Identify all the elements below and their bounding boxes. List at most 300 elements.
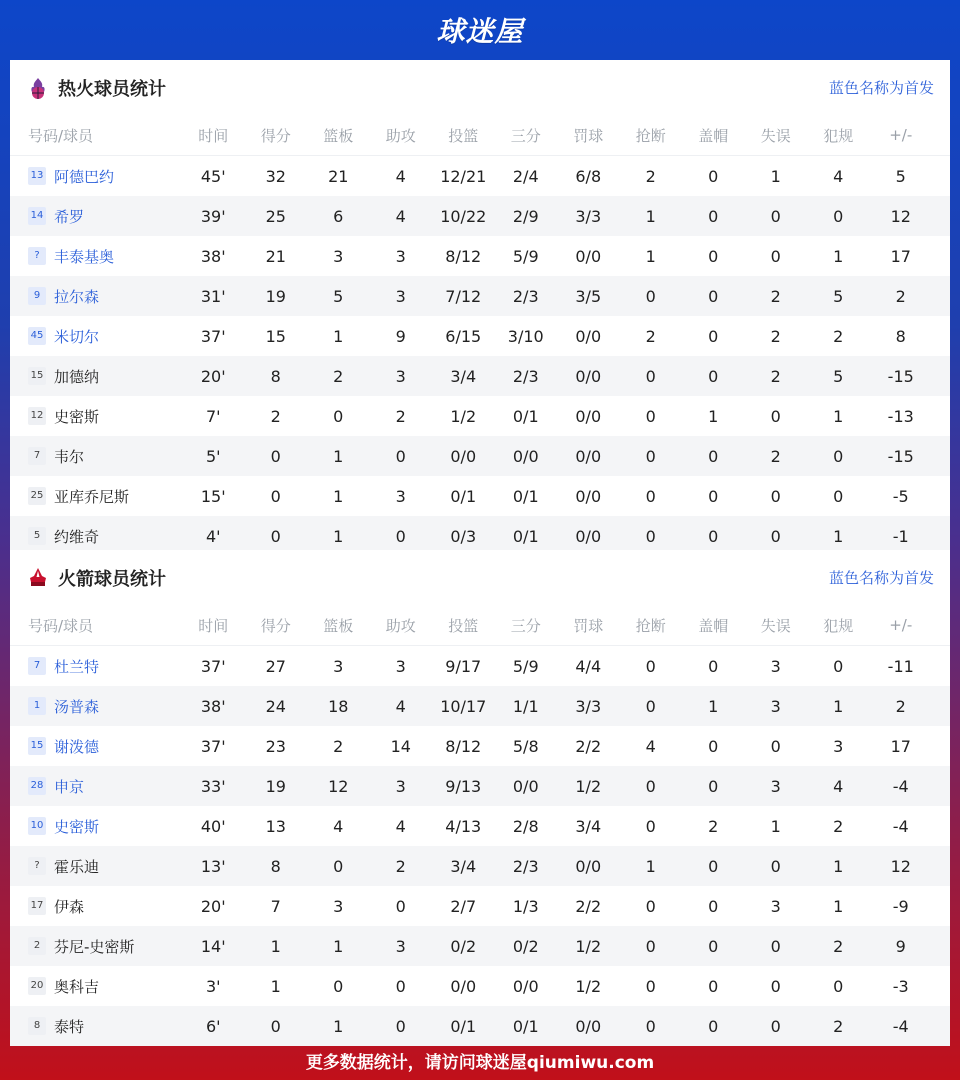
- stat-cell: 0/0: [575, 326, 602, 346]
- jersey-number: 15: [28, 737, 46, 755]
- player-row[interactable]: [10, 926, 950, 966]
- stat-cell: 5: [833, 366, 844, 386]
- stat-cell: 2/8: [512, 816, 539, 836]
- stat-cell: 31': [200, 286, 226, 306]
- stat-cell: 45': [200, 166, 226, 186]
- rockets-logo-icon: [26, 566, 50, 590]
- stat-cell: 4: [395, 166, 406, 186]
- starter-legend: 蓝色名称为首发: [828, 569, 934, 587]
- stat-cell: 0: [708, 656, 719, 676]
- stat-cell: 14': [200, 936, 226, 956]
- stat-cell: 1: [833, 526, 844, 546]
- stat-cell: 0/0: [575, 366, 602, 386]
- column-header: +/-: [889, 616, 913, 634]
- stat-cell: 39': [200, 206, 226, 226]
- player-row[interactable]: [10, 436, 950, 476]
- player-name[interactable]: 史密斯: [54, 817, 100, 836]
- stat-cell: 5: [333, 286, 344, 306]
- stat-cell: -5: [892, 486, 909, 506]
- stat-cell: 27: [265, 656, 286, 676]
- stat-cell: 0: [770, 246, 781, 266]
- player-name[interactable]: 杜兰特: [54, 657, 100, 676]
- jersey-number: 28: [28, 777, 46, 795]
- stat-cell: 3/4: [575, 816, 602, 836]
- player-name[interactable]: 汤普森: [54, 697, 100, 716]
- column-header: 犯规: [823, 126, 854, 145]
- stat-cell: 0: [708, 366, 719, 386]
- stat-cell: 0/0: [450, 976, 477, 996]
- column-header: 罚球: [573, 616, 604, 635]
- stat-cell: 20': [200, 896, 226, 916]
- stat-cell: 0: [708, 526, 719, 546]
- stat-cell: 2: [333, 736, 344, 756]
- player-name[interactable]: 拉尔森: [54, 287, 100, 306]
- stat-cell: 0: [333, 406, 344, 426]
- stat-cell: 0: [645, 406, 656, 426]
- stat-cell: 0: [645, 776, 656, 796]
- column-header: 罚球: [573, 126, 604, 145]
- player-cell: [10, 286, 182, 307]
- stat-cell: -13: [887, 406, 914, 426]
- jersey-number: 15: [28, 367, 46, 385]
- stat-cell: 1: [770, 816, 781, 836]
- stat-cell: 40': [200, 816, 226, 836]
- stat-cell: 0: [833, 976, 844, 996]
- stat-cell: 0: [645, 656, 656, 676]
- player-row[interactable]: [10, 196, 950, 236]
- stat-cell: 0: [645, 286, 656, 306]
- stat-cell: 1: [333, 486, 344, 506]
- stat-cell: 1: [708, 696, 719, 716]
- stat-cell: 1: [333, 936, 344, 956]
- footer-text[interactable]: 更多数据统计，请访问球迷屋qiumiwu.com: [305, 1052, 655, 1073]
- stat-cell: 1: [708, 406, 719, 426]
- stat-cell: 20': [200, 366, 226, 386]
- team-title-bar: [10, 60, 950, 115]
- player-cell: [10, 486, 182, 507]
- stat-cell: 7: [270, 896, 281, 916]
- stat-cell: 0: [770, 936, 781, 956]
- jersey-number: 10: [28, 817, 46, 835]
- player-row[interactable]: [10, 236, 950, 276]
- player-name[interactable]: 加德纳: [54, 367, 100, 386]
- stat-cell: 8/12: [445, 736, 482, 756]
- stat-cell: 0: [833, 446, 844, 466]
- stat-cell: 5: [895, 166, 906, 186]
- stat-cell: 4: [395, 206, 406, 226]
- stat-cell: 37': [200, 326, 226, 346]
- stat-cell: 8: [270, 856, 281, 876]
- stat-cell: 1: [833, 406, 844, 426]
- stat-cell: 5: [833, 286, 844, 306]
- stat-cell: 4: [833, 776, 844, 796]
- stat-cell: 2/3: [512, 286, 539, 306]
- player-row[interactable]: [10, 156, 950, 196]
- team-card-rockets: [10, 550, 950, 1040]
- stat-cell: 0: [708, 286, 719, 306]
- stat-cell: 2: [770, 366, 781, 386]
- player-cell: [10, 936, 182, 957]
- column-header: 三分: [510, 616, 541, 635]
- stat-cell: 7': [205, 406, 221, 426]
- stat-cell: 0/2: [512, 936, 539, 956]
- stat-cell: 0/1: [512, 406, 539, 426]
- column-header: 篮板: [323, 126, 354, 145]
- stat-cell: 2: [770, 326, 781, 346]
- stat-cell: 0: [770, 976, 781, 996]
- stat-cell: 2: [833, 326, 844, 346]
- stat-cell: 1: [770, 166, 781, 186]
- column-header: 助攻: [385, 616, 416, 635]
- player-row[interactable]: [10, 476, 950, 516]
- column-header: +/-: [889, 126, 913, 144]
- player-cell: [10, 326, 182, 347]
- stat-cell: 1: [270, 936, 281, 956]
- jersey-number: 45: [28, 327, 46, 345]
- stat-cell: 4': [205, 526, 221, 546]
- jersey-number: 1: [28, 697, 46, 715]
- stat-cell: 3/3: [575, 206, 602, 226]
- player-row[interactable]: [10, 966, 950, 1006]
- player-name[interactable]: 泰特: [54, 1017, 85, 1036]
- player-cell: [10, 406, 182, 427]
- stat-cell: 2: [770, 286, 781, 306]
- stat-cell: 0/1: [450, 1016, 477, 1036]
- stat-cell: 3: [395, 286, 406, 306]
- player-name[interactable]: 约维奇: [54, 527, 100, 546]
- stat-cell: 1/2: [575, 936, 602, 956]
- player-row[interactable]: [10, 766, 950, 806]
- stat-cell: 0: [645, 896, 656, 916]
- stat-cell: 1: [333, 526, 344, 546]
- stat-cell: -9: [892, 896, 909, 916]
- stat-cell: -4: [892, 816, 909, 836]
- player-name[interactable]: 霍乐迪: [54, 857, 100, 876]
- player-row[interactable]: [10, 686, 950, 726]
- jersey-number: 20: [28, 977, 46, 995]
- stat-cell: 19: [265, 776, 286, 796]
- stat-cell: 4: [395, 816, 406, 836]
- stat-cell: 0: [770, 206, 781, 226]
- stat-cell: 5': [205, 446, 221, 466]
- player-name[interactable]: 希罗: [54, 207, 85, 226]
- stat-cell: 0: [333, 856, 344, 876]
- jersey-number: 5: [28, 527, 46, 545]
- stat-cell: 0: [645, 526, 656, 546]
- stat-cell: 3: [395, 486, 406, 506]
- stat-cell: -15: [887, 446, 914, 466]
- column-header: 投篮: [448, 616, 479, 635]
- jersey-number: ?: [28, 247, 46, 265]
- stat-cell: 2: [895, 286, 906, 306]
- stat-cell: 0: [270, 446, 281, 466]
- jersey-number: ?: [28, 857, 46, 875]
- stat-cell: 0/0: [575, 856, 602, 876]
- stat-cell: -3: [892, 976, 909, 996]
- jersey-number: 14: [28, 207, 46, 225]
- stat-cell: 2/3: [512, 366, 539, 386]
- stat-cell: 3: [770, 696, 781, 716]
- stat-cell: 2: [395, 406, 406, 426]
- player-cell: [10, 246, 182, 267]
- stat-cell: 0: [770, 856, 781, 876]
- jersey-number: 9: [28, 287, 46, 305]
- jersey-number: 25: [28, 487, 46, 505]
- player-name[interactable]: 史密斯: [54, 407, 100, 426]
- heat-logo-icon: [26, 76, 50, 100]
- stat-cell: 0: [770, 406, 781, 426]
- stat-cell: 2/2: [575, 896, 602, 916]
- stat-cell: 0: [645, 696, 656, 716]
- team-title-bar: [10, 550, 950, 605]
- player-name[interactable]: 阿德巴约: [54, 167, 115, 186]
- stat-cell: 21: [265, 246, 286, 266]
- player-rows: [10, 646, 950, 1046]
- stat-cell: 0: [770, 736, 781, 756]
- stat-cell: 4/4: [575, 656, 602, 676]
- stat-cell: 3: [333, 896, 344, 916]
- stat-cell: 1/3: [512, 896, 539, 916]
- stat-cell: 1: [270, 976, 281, 996]
- player-name[interactable]: 伊森: [54, 897, 85, 916]
- stat-cell: 14: [390, 736, 411, 756]
- stat-cell: 8/12: [445, 246, 482, 266]
- stat-cell: 10/17: [440, 696, 487, 716]
- stat-cell: -4: [892, 776, 909, 796]
- stat-cell: 0/3: [450, 526, 477, 546]
- stat-cell: 10/22: [440, 206, 487, 226]
- stat-cell: 1: [833, 246, 844, 266]
- stat-cell: 0: [708, 936, 719, 956]
- stat-cell: 0: [645, 936, 656, 956]
- stat-cell: 12: [890, 206, 911, 226]
- stat-cell: 0: [645, 446, 656, 466]
- stat-cell: 0/0: [512, 446, 539, 466]
- stat-cell: 2: [395, 856, 406, 876]
- stat-cell: -11: [887, 656, 914, 676]
- table-header: [10, 115, 950, 156]
- stat-cell: 3/4: [450, 856, 477, 876]
- player-name[interactable]: 奥科吉: [54, 977, 100, 996]
- player-cell: [10, 816, 182, 837]
- player-name[interactable]: 申京: [54, 777, 85, 796]
- stat-cell: 2/4: [512, 166, 539, 186]
- stat-cell: 3: [333, 656, 344, 676]
- player-row[interactable]: [10, 316, 950, 356]
- stat-cell: 4: [833, 166, 844, 186]
- stat-cell: 3: [770, 896, 781, 916]
- stat-cell: 9/17: [445, 656, 482, 676]
- stat-cell: 2: [833, 936, 844, 956]
- stat-cell: 0: [708, 896, 719, 916]
- stat-cell: 3/4: [450, 366, 477, 386]
- stat-cell: 0/1: [512, 486, 539, 506]
- stat-cell: 0: [708, 1016, 719, 1036]
- stat-cell: 0: [645, 1016, 656, 1036]
- stat-cell: 0: [645, 486, 656, 506]
- stat-cell: 0: [708, 856, 719, 876]
- player-row[interactable]: [10, 726, 950, 766]
- stat-cell: 3: [770, 776, 781, 796]
- stat-cell: 2: [895, 696, 906, 716]
- stat-cell: 0: [770, 526, 781, 546]
- stat-cell: 23: [265, 736, 286, 756]
- stat-cell: 0/2: [450, 936, 477, 956]
- player-cell: [10, 736, 182, 757]
- stat-cell: 1/1: [512, 696, 539, 716]
- stat-cell: 1/2: [450, 406, 477, 426]
- stat-cell: 1/2: [575, 776, 602, 796]
- stat-cell: 15: [265, 326, 286, 346]
- player-cell: [10, 526, 182, 547]
- player-row[interactable]: [10, 886, 950, 926]
- stat-cell: 3: [833, 736, 844, 756]
- jersey-number: 7: [28, 657, 46, 675]
- column-header: 抢断: [635, 616, 666, 635]
- player-name[interactable]: 亚库乔尼斯: [54, 487, 130, 506]
- player-cell: [10, 776, 182, 797]
- column-header: 助攻: [385, 126, 416, 145]
- stat-cell: 6/15: [445, 326, 482, 346]
- player-row[interactable]: [10, 356, 950, 396]
- column-header: 三分: [510, 126, 541, 145]
- stat-cell: 12: [328, 776, 349, 796]
- player-name[interactable]: 丰泰基奥: [54, 247, 115, 266]
- player-row[interactable]: [10, 276, 950, 316]
- player-row[interactable]: [10, 646, 950, 686]
- stat-cell: 3/5: [575, 286, 602, 306]
- stat-cell: 24: [265, 696, 286, 716]
- player-row[interactable]: [10, 396, 950, 436]
- stat-cell: 2/9: [512, 206, 539, 226]
- stat-cell: 4: [645, 736, 656, 756]
- stat-cell: 0/0: [575, 406, 602, 426]
- player-name[interactable]: 谢泼德: [54, 737, 100, 756]
- team-name: 火箭球员统计: [58, 568, 166, 590]
- player-name[interactable]: 韦尔: [54, 447, 85, 466]
- stat-cell: 2: [645, 166, 656, 186]
- stat-cell: 0/0: [512, 976, 539, 996]
- stat-cell: 0: [833, 206, 844, 226]
- stat-cell: 0: [708, 776, 719, 796]
- column-header: 篮板: [323, 616, 354, 635]
- stat-cell: 9: [895, 936, 906, 956]
- site-logo[interactable]: 球迷屋: [436, 15, 524, 48]
- stat-cell: 9: [395, 326, 406, 346]
- stat-cell: 12/21: [440, 166, 487, 186]
- stat-cell: 13': [200, 856, 226, 876]
- stat-cell: 0: [645, 816, 656, 836]
- stat-cell: 17: [890, 246, 911, 266]
- column-header: 盖帽: [698, 616, 729, 635]
- stat-cell: 2/3: [512, 856, 539, 876]
- stat-cell: 0/0: [575, 1016, 602, 1036]
- player-cell: [10, 166, 182, 187]
- column-header-player: 号码/球员: [28, 126, 94, 145]
- stat-cell: 0: [708, 446, 719, 466]
- stat-cell: 6: [333, 206, 344, 226]
- stat-cell: 12: [890, 856, 911, 876]
- stat-cell: 3': [205, 976, 221, 996]
- column-header: 失误: [760, 616, 791, 635]
- player-cell: [10, 896, 182, 917]
- column-header: 时间: [198, 126, 229, 145]
- player-row[interactable]: [10, 846, 950, 886]
- stat-cell: 0: [645, 976, 656, 996]
- stat-cell: 0: [770, 486, 781, 506]
- table-header: [10, 605, 950, 646]
- stat-cell: 2: [708, 816, 719, 836]
- stat-cell: 4/13: [445, 816, 482, 836]
- stat-cell: 0: [645, 366, 656, 386]
- stat-cell: 0: [270, 486, 281, 506]
- column-header: 得分: [260, 616, 291, 635]
- stat-cell: 33': [200, 776, 226, 796]
- stat-cell: 21: [328, 166, 349, 186]
- stat-cell: 3: [395, 246, 406, 266]
- stat-cell: 2: [270, 406, 281, 426]
- stat-cell: 37': [200, 736, 226, 756]
- player-row[interactable]: [10, 806, 950, 846]
- stat-cell: 9/13: [445, 776, 482, 796]
- player-cell: [10, 856, 182, 877]
- stat-cell: 5/9: [512, 246, 539, 266]
- stat-cell: 18: [328, 696, 349, 716]
- stat-cell: 0: [708, 486, 719, 506]
- column-header: 时间: [198, 616, 229, 635]
- stat-cell: 0/0: [450, 446, 477, 466]
- stat-cell: 0/1: [450, 486, 477, 506]
- stat-cell: 1: [645, 206, 656, 226]
- stat-cell: 2: [833, 816, 844, 836]
- team-name: 热火球员统计: [58, 78, 166, 100]
- stat-cell: 6/8: [575, 166, 602, 186]
- stat-cell: 37': [200, 656, 226, 676]
- player-name[interactable]: 芬尼-史密斯: [54, 937, 135, 956]
- stat-cell: 3: [395, 656, 406, 676]
- stat-cell: 2: [770, 446, 781, 466]
- stat-cell: 3/10: [507, 326, 544, 346]
- stat-cell: 17: [890, 736, 911, 756]
- player-cell: [10, 976, 182, 997]
- stat-cell: 0: [395, 896, 406, 916]
- stat-cell: 0: [833, 656, 844, 676]
- stat-cell: 0/1: [512, 1016, 539, 1036]
- stat-cell: 0: [708, 246, 719, 266]
- stat-cell: 0: [770, 1016, 781, 1036]
- stat-cell: 0: [395, 526, 406, 546]
- jersey-number: 17: [28, 897, 46, 915]
- jersey-number: 12: [28, 407, 46, 425]
- player-rows: [10, 156, 950, 556]
- footer-banner[interactable]: [0, 1040, 960, 1080]
- stat-cell: 38': [200, 246, 226, 266]
- stat-cell: 7/12: [445, 286, 482, 306]
- stat-cell: 13: [265, 816, 286, 836]
- stat-cell: 1: [833, 896, 844, 916]
- player-cell: [10, 366, 182, 387]
- column-header: 抢断: [635, 126, 666, 145]
- stat-cell: 8: [270, 366, 281, 386]
- player-cell: [10, 656, 182, 677]
- stat-cell: 0: [270, 526, 281, 546]
- player-name[interactable]: 米切尔: [54, 327, 100, 346]
- stat-cell: 38': [200, 696, 226, 716]
- stat-cell: 0: [395, 446, 406, 466]
- stat-cell: 0: [708, 976, 719, 996]
- stat-cell: 0/0: [575, 246, 602, 266]
- stat-cell: 1: [333, 326, 344, 346]
